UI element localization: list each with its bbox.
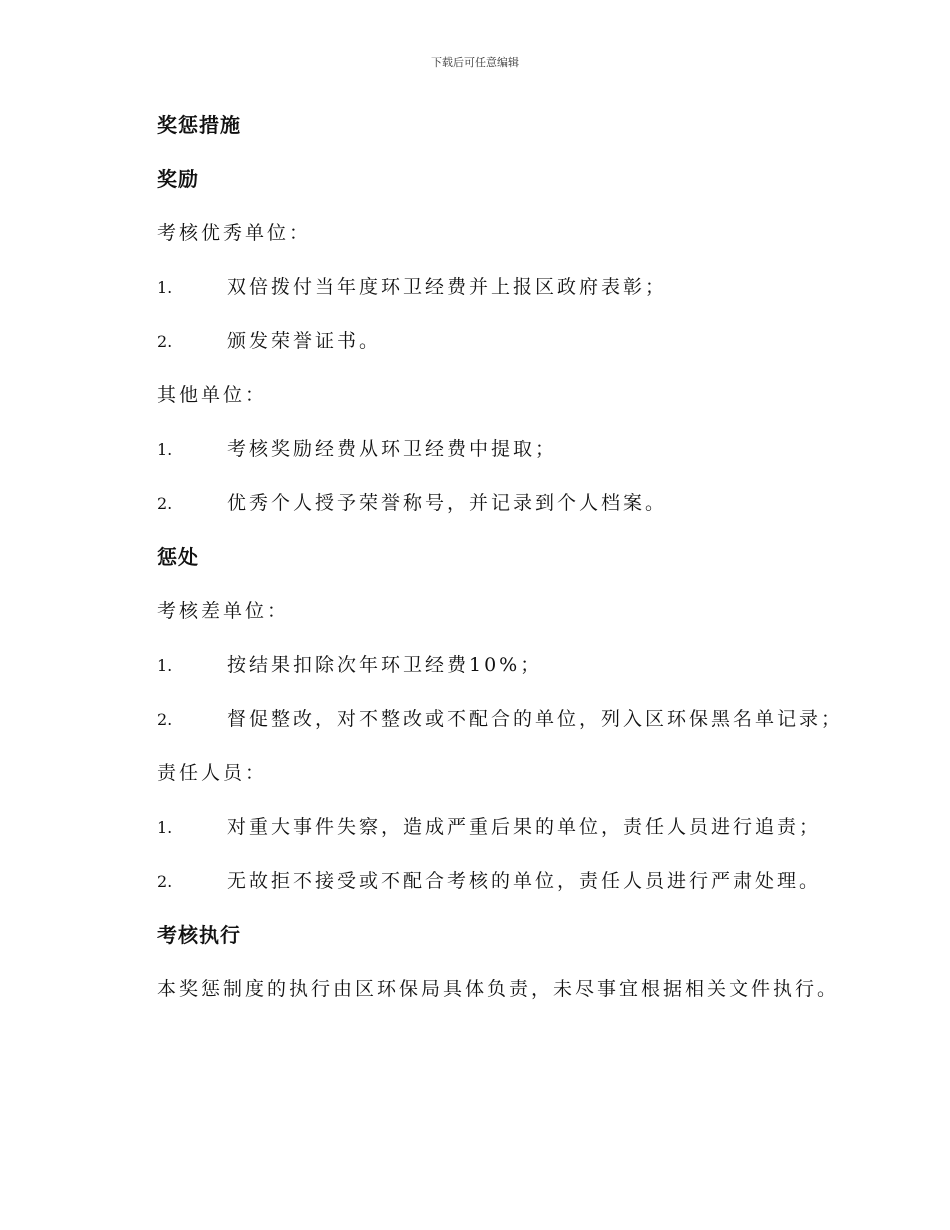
list-item-number: 1.	[157, 440, 173, 459]
list-item-number: 2.	[157, 872, 173, 891]
list-item-text: 考核奖励经费从环卫经费中提取；	[227, 438, 558, 460]
section-heading-punishment: 惩处	[157, 545, 199, 569]
subsection-label-excellent: 考核优秀单位：	[157, 222, 312, 244]
document-body	[157, 108, 857, 1026]
list-item	[157, 324, 857, 358]
list-item-text: 无故拒不接受或不配合考核的单位，责任人员进行严肃处理。	[227, 870, 822, 892]
section-heading-reward: 奖励	[157, 167, 199, 191]
list-item-text: 对重大事件失察，造成严重后果的单位，责任人员进行追责；	[227, 816, 822, 838]
document-title: 奖惩措施	[157, 113, 241, 137]
list-item	[157, 432, 857, 466]
list-item-text: 督促整改，对不整改或不配合的单位，列入区环保黑名单记录；	[227, 708, 844, 730]
list-item	[157, 648, 857, 682]
list-item-number: 2.	[157, 332, 173, 351]
list-item-text: 优秀个人授予荣誉称号，并记录到个人档案。	[227, 492, 668, 514]
subsection-label-others: 其他单位：	[157, 384, 268, 406]
list-item-number: 1.	[157, 818, 173, 837]
list-item	[157, 810, 857, 844]
list-item-number: 1.	[157, 656, 173, 675]
list-item-number: 1.	[157, 278, 173, 297]
subsection-label-poor: 考核差单位：	[157, 600, 290, 622]
list-item-text: 双倍拨付当年度环卫经费并上报区政府表彰；	[227, 276, 668, 298]
list-item	[157, 702, 857, 736]
list-item-text: 按结果扣除次年环卫经费10%；	[227, 654, 543, 676]
list-item-number: 2.	[157, 494, 173, 513]
list-item-number: 2.	[157, 710, 173, 729]
list-item	[157, 864, 857, 898]
subsection-label-responsible: 责任人员：	[157, 762, 268, 784]
list-item-text: 颁发荣誉证书。	[227, 330, 382, 352]
section-heading-execution: 考核执行	[157, 923, 241, 947]
execution-paragraph: 本奖惩制度的执行由区环保局具体负责，未尽事宜根据相关文件执行。	[157, 978, 840, 1000]
page-header-note: 下载后可任意编辑	[431, 56, 519, 69]
list-item	[157, 486, 857, 520]
list-item	[157, 270, 857, 304]
